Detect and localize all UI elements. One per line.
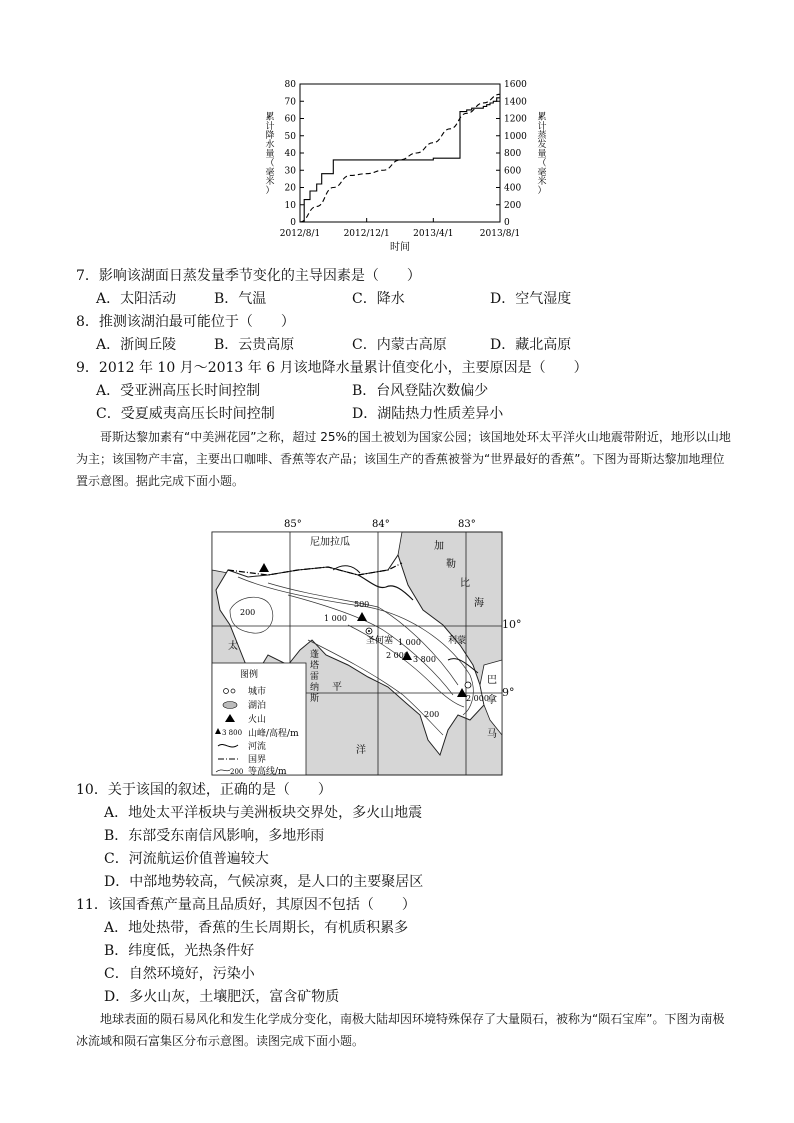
q9-option-d: D．湖陆热力性质差异小 xyxy=(352,406,504,422)
y-right-tick-label: 200 xyxy=(504,200,522,211)
pacific-char-1: 太 xyxy=(228,641,238,652)
contour-label: 200 xyxy=(424,710,440,719)
q10-option-b: B．东部受东南信风影响，多地形雨 xyxy=(104,828,325,844)
y-left-tick-label: 40 xyxy=(284,149,296,159)
x-axis-label: 时间 xyxy=(390,242,410,253)
caribbean-char-2: 勒 xyxy=(446,559,456,570)
series-line-evaporation xyxy=(300,94,500,222)
lon-label-83: 83° xyxy=(458,519,476,530)
q9-option-c: C．受夏威夷高压长时间控制 xyxy=(96,406,275,422)
contour-label: 2 000 xyxy=(386,651,409,660)
y-right-tick-label: 1000 xyxy=(504,131,527,142)
q10-option-a: A．地处太平洋板块与美洲板块交界处，多火山地震 xyxy=(104,805,423,821)
pacific-char-2: 平 xyxy=(332,682,342,693)
q8-option-c: C．内蒙古高原 xyxy=(352,337,447,353)
contour-label: 2 000 xyxy=(466,694,489,703)
question-11: 11．该国香蕉产量高且品质好，其原因不包括（ ） xyxy=(76,897,416,913)
q11-option-a: A．地处热带，香蕉的生长周期长，有机质积累多 xyxy=(104,920,409,936)
puntarenas-char-2: 塔 xyxy=(310,661,320,671)
lat-label-9: 9° xyxy=(502,686,515,699)
y-left-tick-label: 60 xyxy=(284,114,296,125)
q10-option-c: C．河流航运价值普遍较大 xyxy=(104,851,269,867)
legend-volcano: 火山 xyxy=(248,715,267,725)
series-line-precipitation xyxy=(300,98,500,222)
legend-peak: 山峰/高程/m xyxy=(248,729,299,739)
q11-option-c: C．自然环境好，污染小 xyxy=(104,966,255,982)
legend-peak-value: 3 800 xyxy=(222,729,243,737)
puntarenas-char-3: 雷 xyxy=(310,672,320,682)
legend-contour: 等高线/m xyxy=(248,767,287,777)
puntarenas-char-5: 斯 xyxy=(310,694,320,704)
nicaragua-label: 尼加拉瓜 xyxy=(310,537,350,548)
lon-label-84: 84° xyxy=(372,519,390,530)
y-left-tick-label: 30 xyxy=(284,166,296,177)
precip-evap-chart xyxy=(250,74,550,264)
q11-option-d: D．多火山灰，土壤肥沃，富含矿物质 xyxy=(104,989,340,1005)
passage-antarctica: 地球表面的陨石易风化和发生化学成分变化，南极大陆却因环境特殊保存了大量陨石，被称为“陨石宝库”。下图为南极冰流域和陨石富集区分布示意图。读图完成下面小题。 xyxy=(76,1012,725,1048)
y-right-tick-label: 1200 xyxy=(504,114,527,125)
x-tick-label: 2013/4/1 xyxy=(413,229,454,239)
y-right-tick-label: 800 xyxy=(504,149,522,159)
question-10: 10．关于该国的叙述，正确的是（ ） xyxy=(76,782,332,798)
q7-option-c: C．降水 xyxy=(352,291,405,307)
y-right-tick-label: 1400 xyxy=(504,97,527,108)
x-tick-label: 2013/8/1 xyxy=(479,229,521,239)
legend-city-icon xyxy=(224,689,229,694)
y-right-axis-label: 累计蒸发量（毫米） xyxy=(537,112,547,197)
x-tick-label: 2012/12/1 xyxy=(343,229,390,239)
question-7: 7．影响该湖面日蒸发量季节变化的主导因素是（ ） xyxy=(76,268,421,284)
q7-option-a: A．太阳活动 xyxy=(96,291,177,307)
y-left-axis-label: 累计降水量（毫米） xyxy=(265,112,275,197)
y-left-tick-label: 50 xyxy=(284,131,296,142)
q9-option-a: A．受亚洲高压长时间控制 xyxy=(96,383,261,399)
y-right-tick-label: 400 xyxy=(504,183,522,194)
y-left-tick-label: 0 xyxy=(290,218,296,228)
x-tick-label: 2012/8/1 xyxy=(279,229,321,239)
y-left-tick-label: 20 xyxy=(284,183,296,194)
contour-label: 1 000 xyxy=(398,638,421,647)
city-icon xyxy=(368,630,370,632)
q7-option-b: B．气温 xyxy=(214,291,267,307)
y-right-tick-label: 0 xyxy=(504,218,510,228)
legend-contour-value: 200 xyxy=(230,768,244,776)
legend-title: 图例 xyxy=(240,670,259,680)
caribbean-char-3: 比 xyxy=(460,578,470,589)
legend-city: 城市 xyxy=(248,687,267,697)
puntarenas-char-4: 纳 xyxy=(310,683,320,693)
caribbean-char-1: 加 xyxy=(434,541,444,552)
panama-char-3: 马 xyxy=(487,729,497,740)
costa-rica-map xyxy=(208,515,506,777)
legend-lake: 湖泊 xyxy=(248,701,267,711)
lat-label-10: 10° xyxy=(502,618,522,631)
q7-option-d: D．空气湿度 xyxy=(490,291,572,307)
question-9: 9．2012 年 10 月～2013 年 6 月该地降水量累计值变化小，主要原因是（ ） xyxy=(76,360,588,376)
passage-costa-rica: 哥斯达黎加素有“中美洲花园”之称，超过 25%的国土被划为国家公园；该国地处环太平洋火山地震带附近，地形以山地为主；该国物产丰富，主要出口咖啡、香蕉等农产品；该国生产的香蕉被誉为“世界最好的香蕉”。下图为哥斯达黎加地理位置示意图。据此完成下面小题。 xyxy=(76,430,731,488)
q8-option-a: A．浙闽丘陵 xyxy=(96,337,177,353)
y-right-tick-label: 1600 xyxy=(504,80,527,90)
legend-river: 河流 xyxy=(248,742,267,752)
q11-option-b: B．纬度低，光热条件好 xyxy=(104,943,255,959)
y-left-tick-label: 70 xyxy=(284,97,296,108)
q8-option-b: B．云贵高原 xyxy=(214,337,295,353)
legend-lake-icon xyxy=(223,702,237,709)
q9-option-b: B．台风登陆次数偏少 xyxy=(352,383,489,399)
caribbean-char-4: 海 xyxy=(474,598,484,609)
panama-char-2: 拿 xyxy=(487,695,497,706)
lon-label-85: 85° xyxy=(284,519,302,530)
contour-label: 200 xyxy=(240,608,256,617)
contour-label: 1 000 xyxy=(324,614,347,623)
legend-border: 国界 xyxy=(248,755,267,765)
y-right-tick-label: 600 xyxy=(504,166,522,177)
contour-label: 500 xyxy=(354,600,370,609)
question-8: 8．推测该湖泊最可能位于（ ） xyxy=(76,314,295,330)
q8-option-d: D．藏北高原 xyxy=(490,337,572,353)
y-left-tick-label: 80 xyxy=(284,80,296,90)
q10-option-d: D．中部地势较高，气候凉爽，是人口的主要聚居区 xyxy=(104,874,424,890)
chart-plot-frame xyxy=(300,84,500,222)
limon-label: 利蒙 xyxy=(448,636,467,646)
pacific-char-3: 洋 xyxy=(356,745,366,756)
san-jose-label: 圣何塞 xyxy=(366,636,394,646)
puntarenas-char-1: 蓬 xyxy=(310,650,320,660)
peak-elevation-label: 3 800 xyxy=(413,655,436,664)
city-icon xyxy=(465,682,471,688)
panama-char-1: 巴 xyxy=(487,675,497,686)
y-left-tick-label: 10 xyxy=(284,200,296,211)
